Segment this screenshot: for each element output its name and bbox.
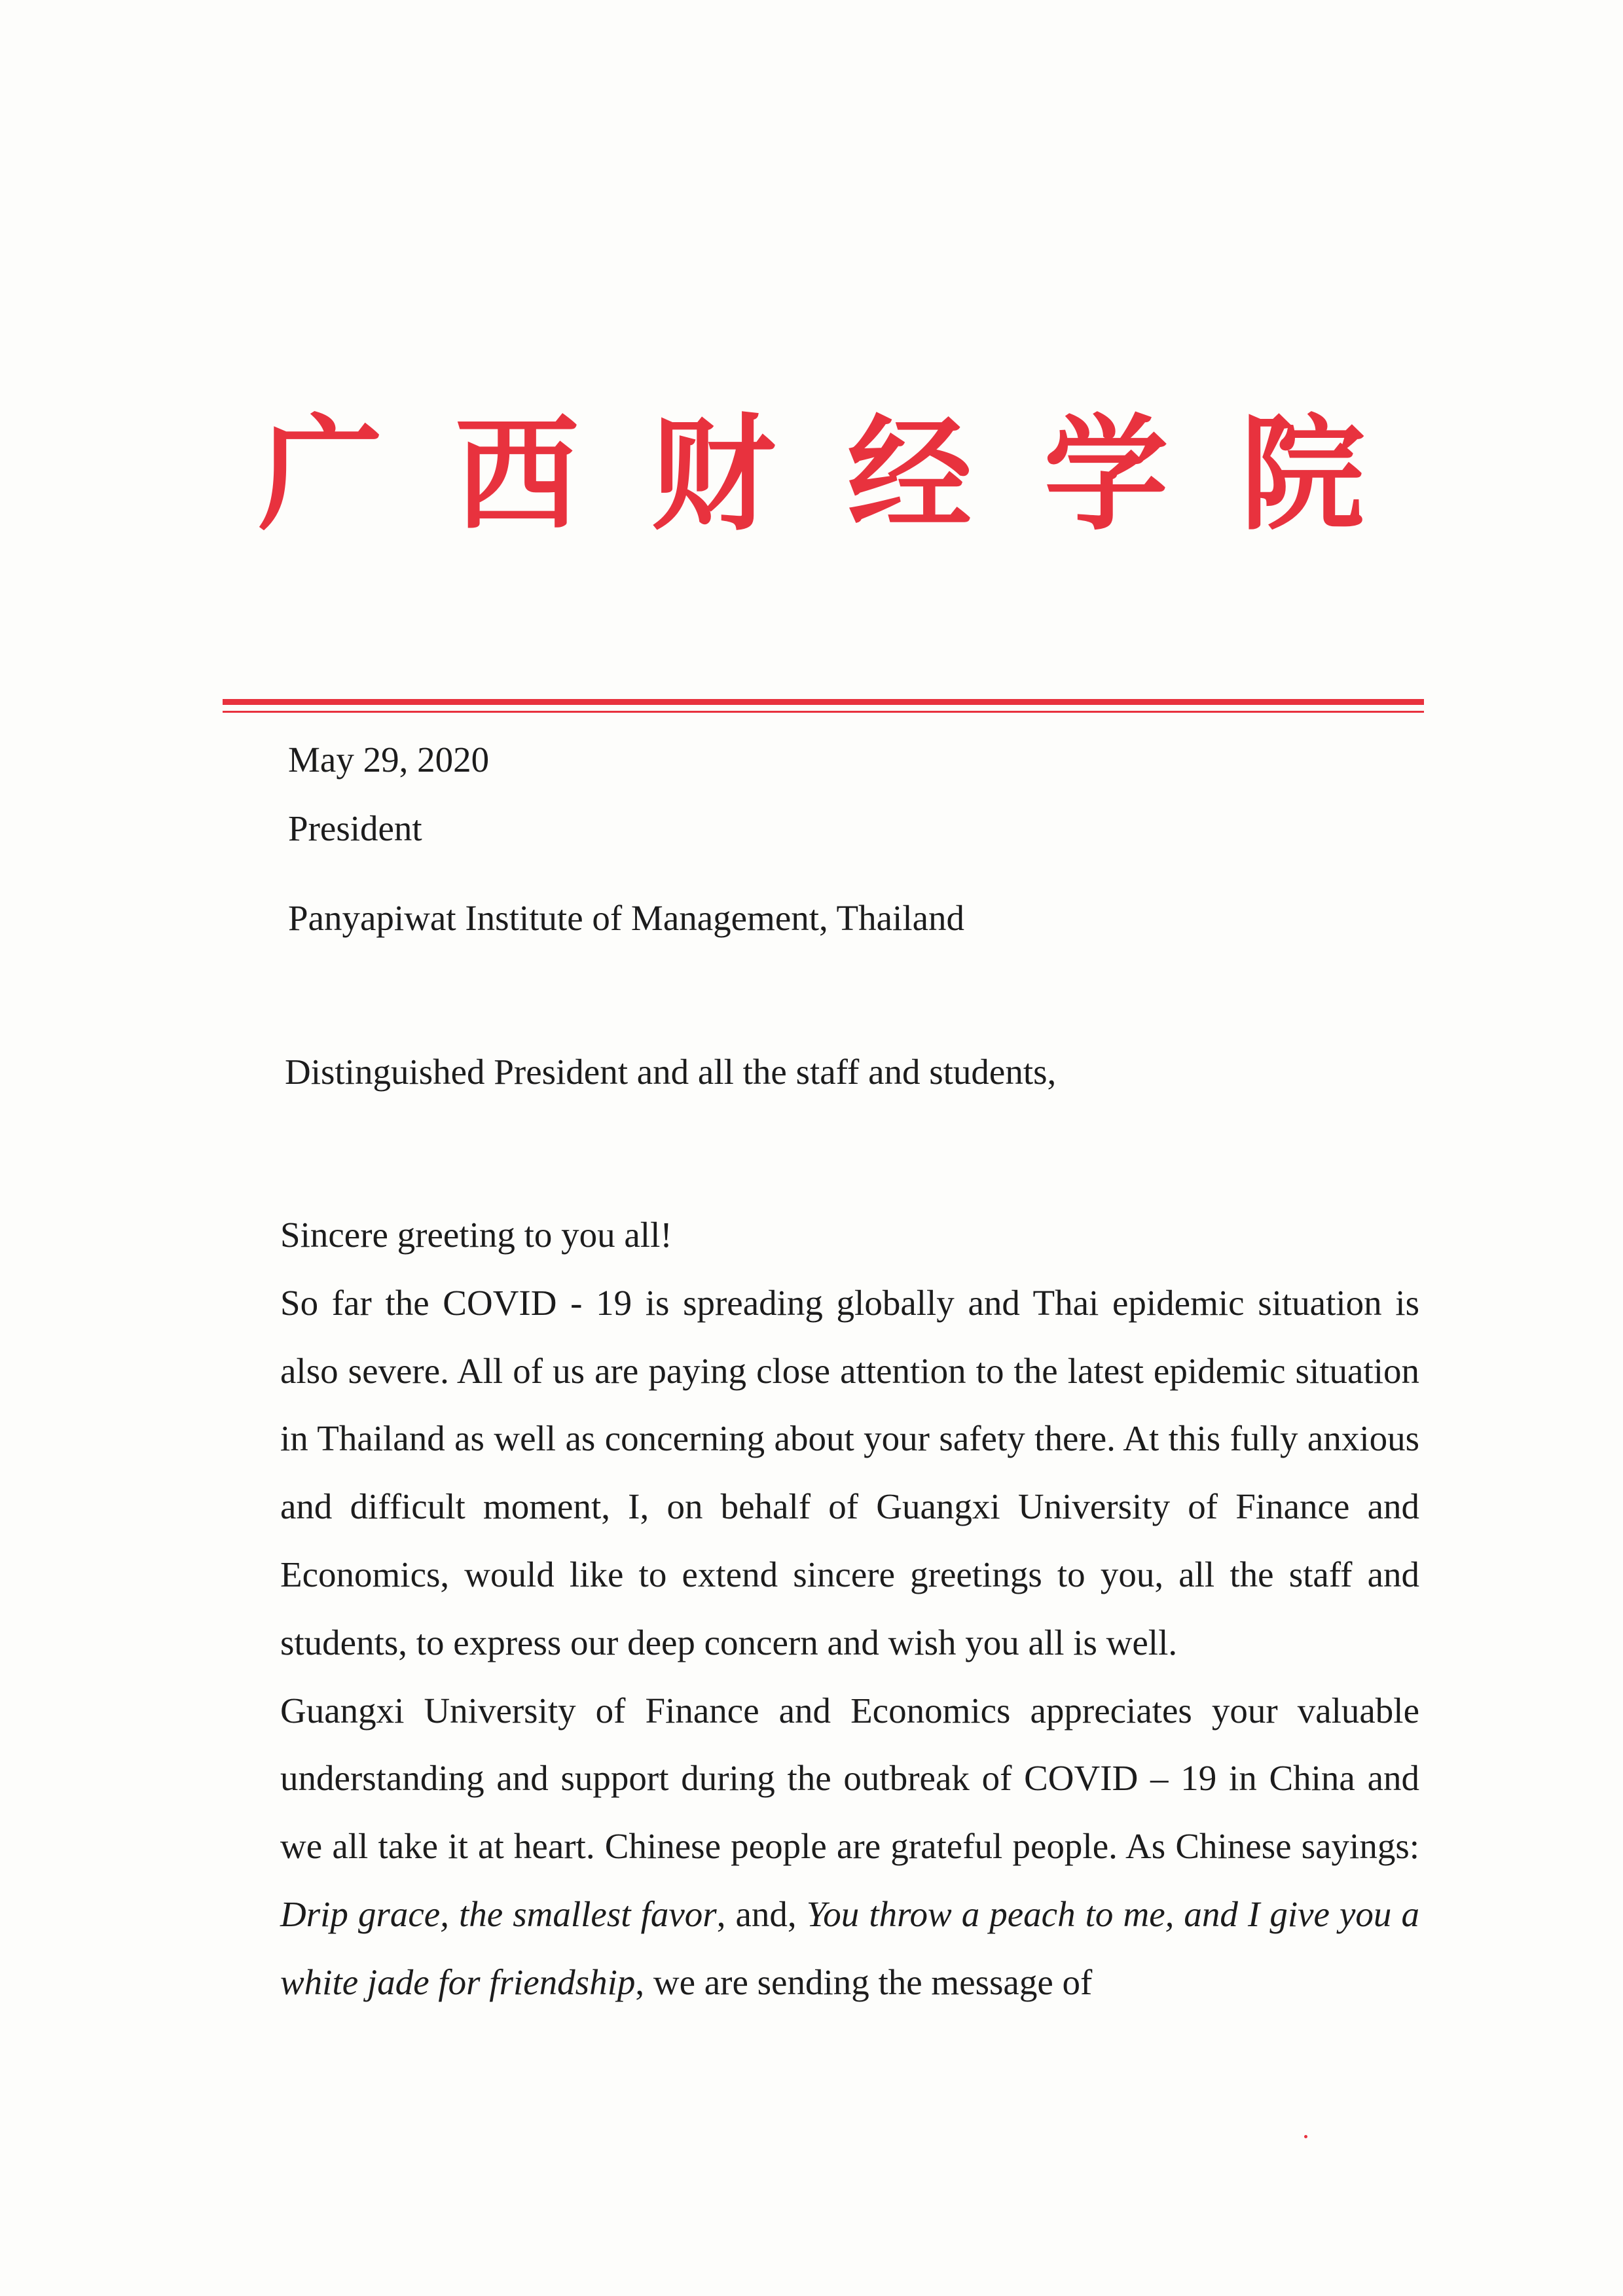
recipient-institution: Panyapiwat Institute of Management, Thailand xyxy=(288,898,965,938)
greeting: Sincere greeting to you all! xyxy=(280,1215,672,1255)
paragraph-2-quote-1: Drip grace, the smallest favor xyxy=(280,1893,717,1934)
letter-date: May 29, 2020 xyxy=(288,740,490,780)
letterhead-institution-name: 广西财经学院 xyxy=(258,401,1437,547)
paragraph-2-part-2: , and, xyxy=(716,1893,807,1934)
paragraph-2-part-1: Guangxi University of Finance and Economics appreciates your valuable understanding and support during the outbreak of COVID – 19 in China and we all take it at heart. Chinese people are grateful people. As Chinese sayings: xyxy=(280,1690,1419,1867)
letterhead-rule-thick xyxy=(223,699,1424,705)
letter-body xyxy=(280,1201,1419,2017)
salutation: Distinguished President and all the staff and students, xyxy=(285,1052,1057,1092)
letterhead-rule-thin xyxy=(223,711,1424,713)
recipient-title: President xyxy=(288,808,422,848)
paragraph-2 xyxy=(280,1677,1419,2017)
paragraph-2-part-3: , we are sending the message of xyxy=(635,1962,1093,2002)
paragraph-2-quote-2: You throw a peach to me, and I give you a white jade for friendship xyxy=(280,1893,1419,2002)
paragraph-1: So far the COVID - 19 is spreading globally and Thai epidemic situation is also severe. All of us are paying close attention to the latest epidemic situation in Thailand as well as concerning about your safety there. At this fully anxious and difficult moment, I, on behalf of Guangxi University of Finance and Economics, would like to extend sincere greetings to you, all the staff and students, to express our deep concern and wish you all is well. xyxy=(280,1282,1419,1662)
ink-speck xyxy=(1304,2135,1307,2138)
